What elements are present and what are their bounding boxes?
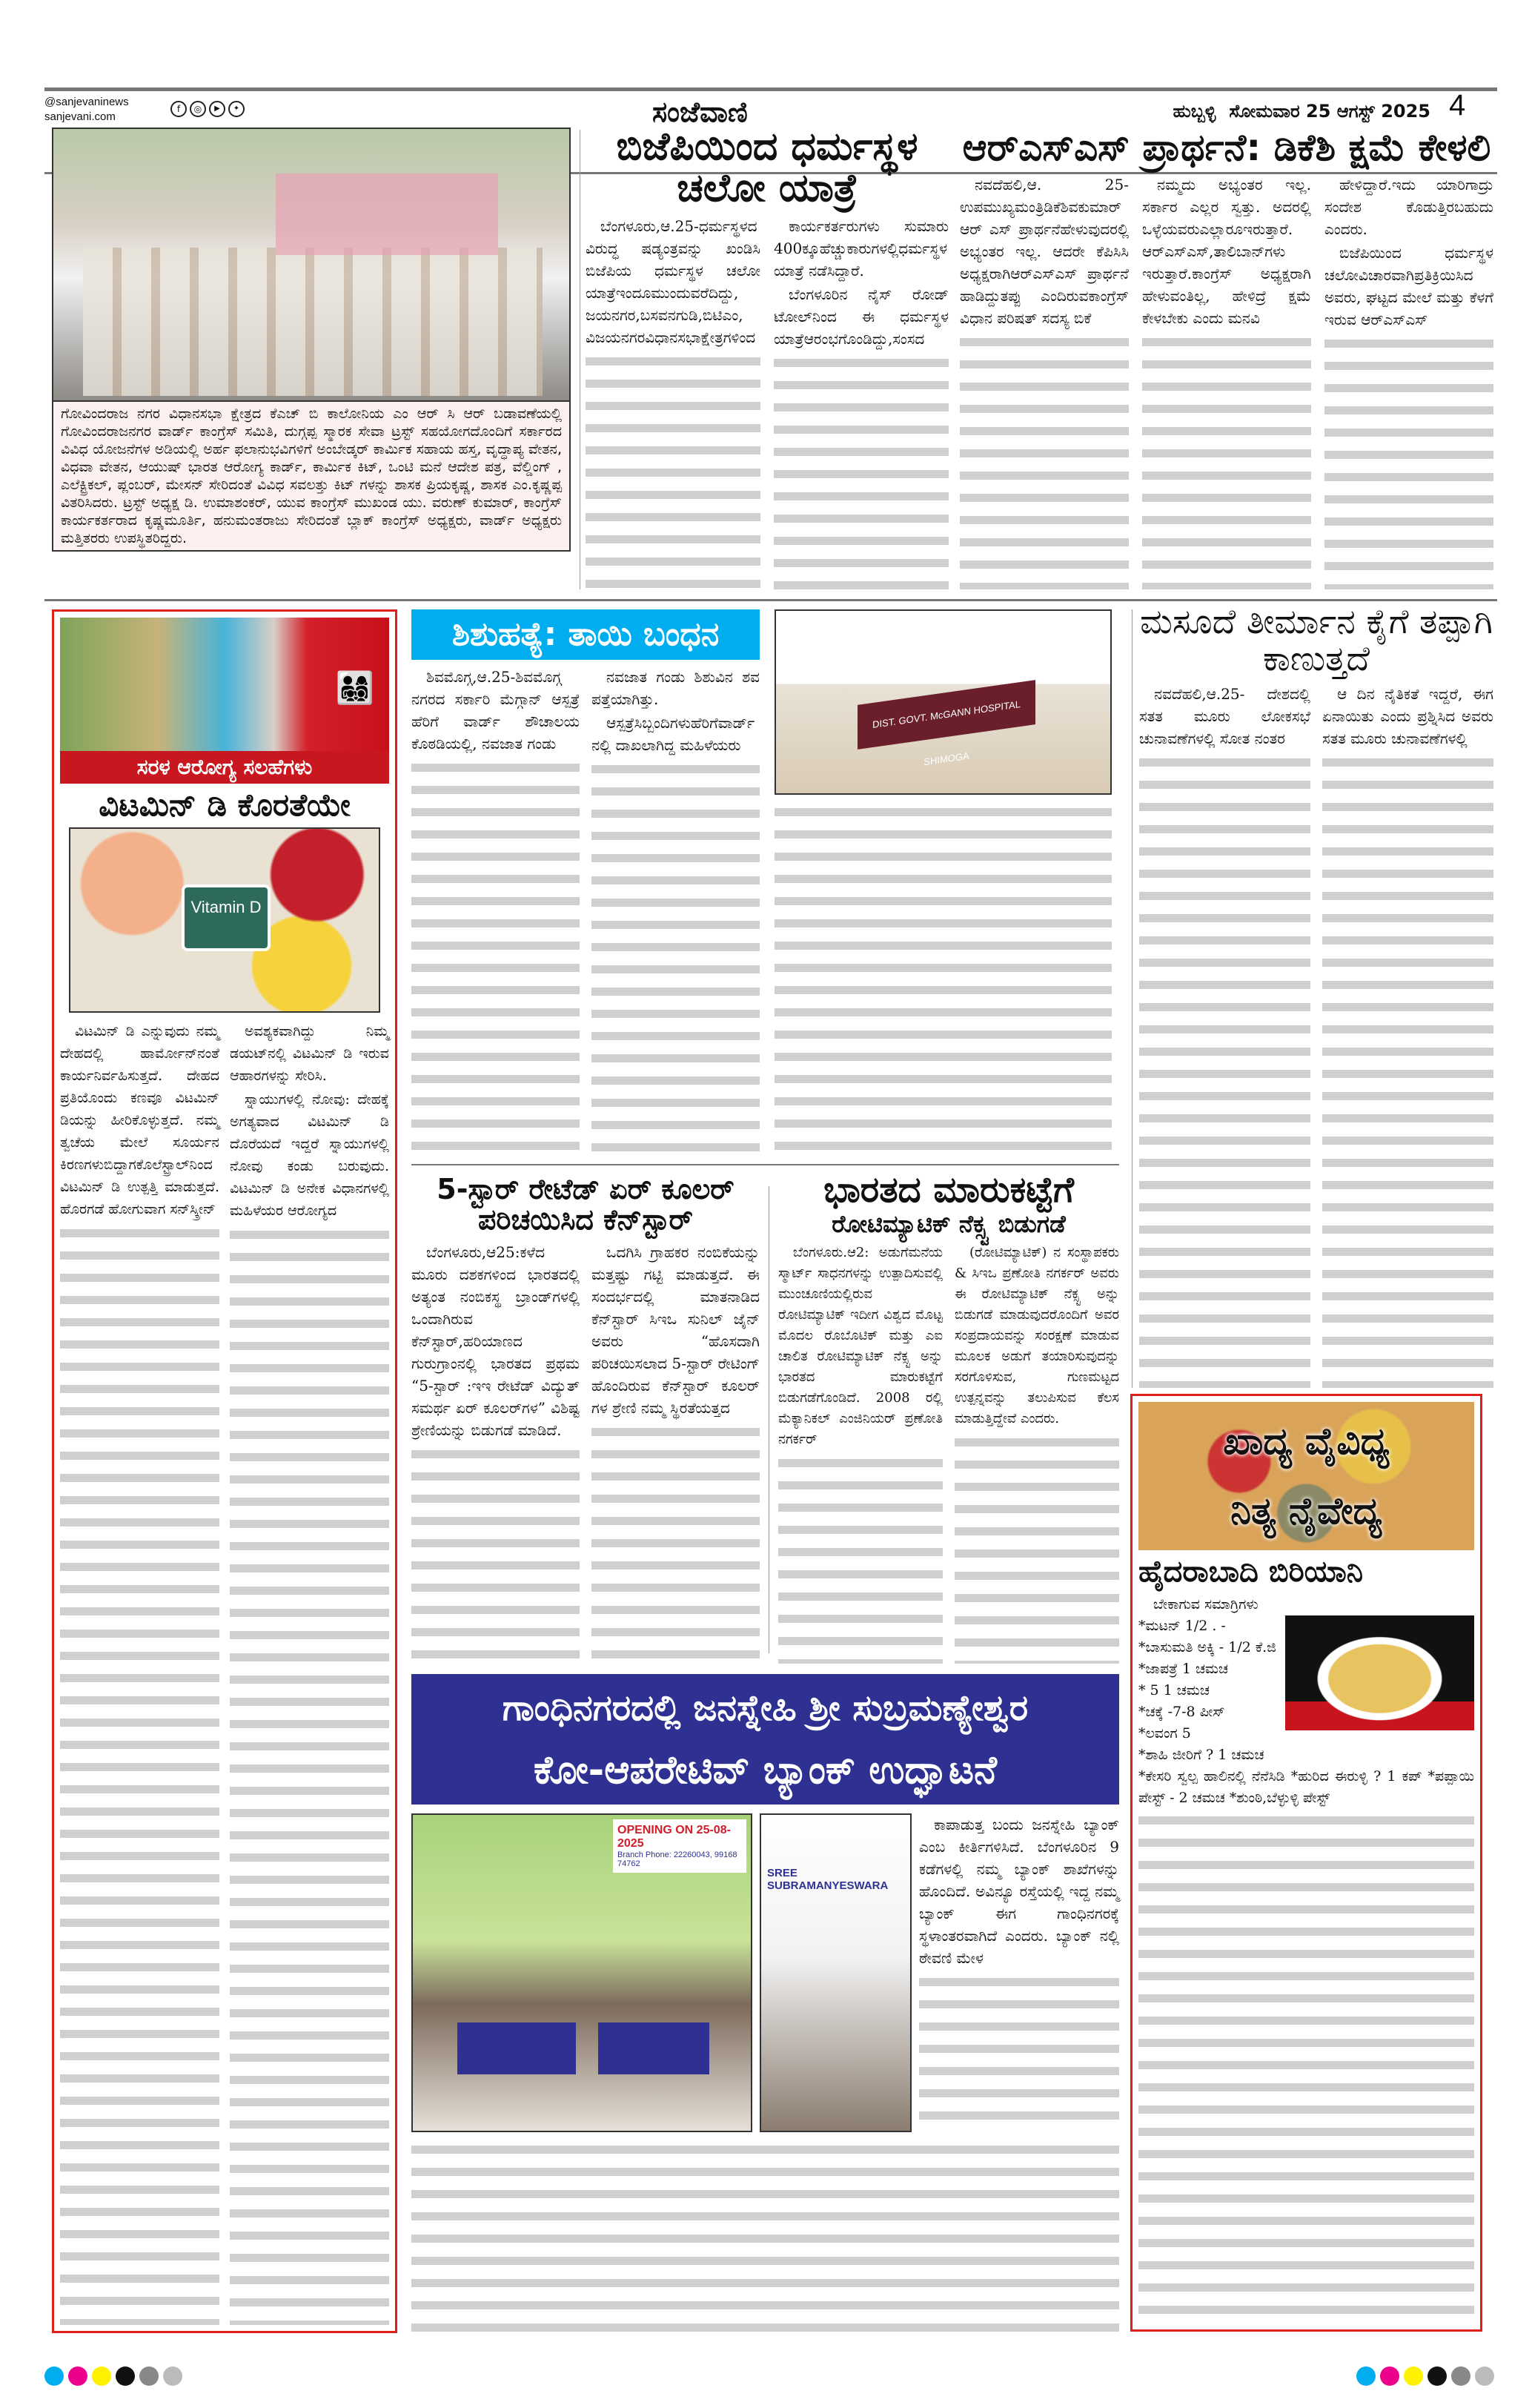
paragraph: ನವದೆಹಲಿ,ಆ. 25- ಉಪಮುಖ್ಯಮಂತ್ರಿಡಿಕೆಶಿವಕುಮಾರ್ ಆರ್ ಎಸ್ ಪ್ರಾರ್ಥನೆಹೇಳುವುದರಲ್ಲಿ ಅಭ್ಯಂತರ ಇಲ್ಲ. ಆದರೇ ಕೆಪಿಸಿಸಿ ಅಧ್ಯಕ್ಷರಾಗಿಆರ್‌ಎಸ್‌ಎಸ್ ಪ್ರಾರ್ಥನೆ ಹಾಡಿದ್ದುತಪ್ಪು ಎಂದಿರುವಕಾಂಗ್ರೆಸ್ ವಿಧಾನ ಪರಿಷತ್ ಸದಸ್ಯ ಬಿಕೆ [960, 176, 1129, 327]
light-gray-dot [163, 2366, 182, 2386]
paragraph: ವಿಟಮಿನ್ ಡಿ ಎನ್ನುವುದು ನಮ್ಮ ದೇಹದಲ್ಲಿ ಹಾರ್ಮೋನ್‌ನಂತೆ ಕಾರ್ಯನಿರ್ವಹಿಸುತ್ತದೆ. ದೇಹದ ಪ್ರತಿಯೊಂದು ಕಣವೂ ವಿಟಮಿನ್ ಡಿಯನ್ನು ಹೀರಿಕೊಳ್ಳುತ್ತದೆ. ನಮ್ಮ ತ್ವಚೆಯ ಮೇಲೆ ಸೂರ್ಯನ ಕಿರಣಗಳುಬಿದ್ದಾಗಕೊಲೆಸ್ಟ್ರಾಲ್‌ನಿಂದ ವಿಟಮಿನ್ ಡಿ ಉತ್ಪತ್ತಿ ಮಾಡುತ್ತದೆ. ಹೊರಗಡೆ ಹೋಗುವಾಗ ಸನ್‌ಸ್ಕ್ರೀನ್ [60, 1023, 219, 1218]
infanticide-right [775, 609, 1112, 1154]
top-photo-block [52, 128, 571, 552]
recipe-body [1138, 1594, 1474, 2323]
text-continuation [778, 1452, 943, 1664]
text-continuation [230, 1223, 389, 2325]
ingredient: *ಲವಂಗ 5 [1138, 1725, 1191, 1742]
text-continuation [960, 331, 1129, 589]
issue-date: ಸೋಮವಾರ 25 ಆಗಸ್ಟ್ 2025 [1229, 101, 1430, 122]
paragraph: ಬೆಂಗಳೂರಿನ ನೈಸ್ ರೋಡ್ ಟೋಲ್‌ನಿಂದ ಈ ಧರ್ಮಸ್ಥಳ ಯಾತ್ರೆಆರಂಭಗೊಂಡಿದ್ದು,ಸಂಸದ [774, 285, 949, 348]
text-continuation [919, 1971, 1119, 2132]
black-dot [116, 2366, 135, 2386]
bill-story-body [1139, 683, 1493, 1388]
rss-story-body [960, 173, 1493, 589]
cyan-dot [44, 2366, 64, 2386]
bank-side-text [919, 1813, 1119, 2132]
bank-inauguration-photo [411, 1813, 752, 2132]
rotimatic-headline-line1: ಭಾರತದ ಮಾರುಕಟ್ಟೆಗೆ [823, 1169, 1074, 1211]
infanticide-body-right [775, 801, 1112, 1154]
bank-sign: SREE SUBRAMANYESWARA [767, 1867, 889, 1892]
yellow-dot [92, 2366, 111, 2386]
text-continuation [774, 351, 949, 589]
cyan-dot [1356, 2366, 1376, 2386]
hospital-sign: DIST. GOVT. McGANN HOSPITAL SHIMOGA [858, 680, 1035, 750]
paragraph: ಒದಗಿಸಿ ಗ್ರಾಹಕರ ನಂಬಿಕೆಯನ್ನು ಮತ್ತಷ್ಟು ಗಟ್ಟಿ ಮಾಡುತ್ತದೆ. ಈ ಸಂದರ್ಭದಲ್ಲಿ ಮಾತನಾಡಿದ ಕೆನ್‌ಸ್ಟಾರ್ ಸಿಇಒ ಸುನಿಲ್ ಜೈನ್ ಅವರು “ಹೊಸದಾಗಿ ಪರಿಚಯಿಸಲಾದ 5-ಸ್ಟಾರ್ ರೇಟಿಂಗ್ ಹೊಂದಿರುವ ಕೆನ್‌ಸ್ಟಾರ್ ಕೂಲರ್ ಗಳ ಶ್ರೇಣಿ ನಮ್ಮ ಸ್ಥಿರತೆಯತ್ತದ [591, 1243, 760, 1418]
text-continuation [411, 1443, 580, 1664]
text-continuation [1139, 751, 1310, 1388]
ingredient: * 5 1 ಚಮಚ [1138, 1682, 1210, 1699]
black-dot [1427, 2366, 1447, 2386]
magenta-dot [1380, 2366, 1399, 2386]
bjp-story [586, 126, 949, 589]
health-section-title: ಸರಳ ಆರೋಗ್ಯ ಸಲಹೆಗಳು [60, 751, 389, 784]
twitter-icon[interactable]: ✦ [228, 101, 245, 117]
rotimatic-headline-line2: ರೋಟಿಮ್ಯಾಟಿಕ್ ನೆಕ್ಸ್ಟ ಬಿಡುಗಡೆ [832, 1209, 1066, 1238]
paragraph: ನವದೆಹಲಿ,ಆ.25- ದೇಶದಲ್ಲಿ ಸತತ ಮೂರು ಲೋಕಸಭೆ ಚುನಾವಣೆಗಳಲ್ಲಿ ಸೋತ ನಂತರ [1139, 685, 1310, 748]
registration-marks-right [1356, 2366, 1499, 2389]
paragraph: ಹೇಳಿದ್ದಾರೆ.ಇದು ಯಾರಿಗಾದ್ರು ಸಂದೇಶ ಕೊಡುತ್ತಿರಬಹುದು ಎಂದರು. [1324, 176, 1493, 238]
social-icons [170, 101, 245, 117]
kenstar-headline: 5-ಸ್ಟಾರ್ ರೇಟೆಡ್ ಏರ್ ಕೂಲರ್ ಪರಿಚಯಿಸಿದ ಕೆನ್‌ಸ್ಟಾರ್ [437, 1173, 735, 1237]
page-number: 4 [1449, 89, 1466, 122]
paragraph: ಬೆಂಗಳೂರು,ಆ25:ಕಳೆದ ಮೂರು ದಶಕಗಳಿಂದ ಭಾರತದಲ್ಲಿ ಅತ್ಯಂತ ನಂಬಿಕಸ್ಥ ಬ್ರಾಂಡ್‌ಗಳಲ್ಲಿ ಒಂದಾಗಿರುವ ಕೆನ್‌ಸ್ಟಾರ್,ಹರಿಯಾಣದ ಗುರುಗ್ರಾಂನಲ್ಲಿ ಭಾರತದ ಪ್ರಥಮ “5-ಸ್ಟಾರ್ :ಇಇ ರೇಟೆಡ್ ವಿದ್ಯುತ್ ಸಮರ್ಥ ಏರ್ ಕೂಲರ್‌ಗಳ” ವಿಶಿಷ್ಟ ಶ್ರೇಣಿಯನ್ನು ಬಿಡುಗಡೆ ಮಾಡಿದೆ. [411, 1243, 580, 1440]
opening-banner [613, 1819, 746, 1873]
biryani-photo [1285, 1615, 1474, 1730]
paragraph: ಬೆಂಗಳೂರು,ಆ.25-ಧರ್ಮಸ್ಥಳದ ವಿರುದ್ಧ ಷಡ್ಯಂತ್ರವನ್ನು ಖಂಡಿಸಿ ಬಿಜೆಪಿಯ ಧರ್ಮಸ್ಥಳ ಚಲೋ ಯಾತ್ರೆಇಂದೂಮುಂದುವರೆದಿದ್ದು, ಜಯನಗರ,ಬಸವನಗುಡಿ,ಬಿಟಿಎಂ, ವಿಜಯನಗರವಿಧಾನಸಭಾಕ್ಷೇತ್ರಗಳಿಂದ [586, 217, 760, 347]
facebook-icon[interactable]: f [170, 101, 187, 117]
kenstar-body [411, 1241, 760, 1664]
spices-banner [1138, 1402, 1474, 1550]
social-handle: @sanjevaninews [44, 96, 129, 108]
youtube-icon[interactable]: ▶ [209, 101, 225, 117]
city: ಹುಬ್ಬಳ್ಳಿ [1173, 101, 1216, 122]
bank-story [411, 1813, 1119, 2332]
logo-text: ಸಂಜೆವಾಣಿ [652, 96, 748, 128]
paragraph: ಆಸ್ಪತ್ರೆಸಿಬ್ಬಂದಿಗಳುಹೆರಿಗೆವಾರ್ಡ್ ನಲ್ಲಿ ದಾಖಲಾಗಿದ್ದ ಮಹಿಳೆಯರು [591, 714, 755, 754]
family-icon: 👨‍👩‍👧‍👦 [335, 669, 374, 706]
paragraph: ಶಿವಮೊಗ್ಗ,ಆ.25-ಶಿವಮೊಗ್ಗ ನಗರದ ಸರ್ಕಾರಿ ಮೆಗ್ಗಾನ್ ಆಸ್ಪತ್ರೆ ಹೆರಿಗೆ ವಾರ್ಡ್ ಶೌಚಾಲಯ ಕೊಠಡಿಯಲ್ಲಿ, ನವಜಾತ ಗಂಡು [411, 668, 580, 752]
website[interactable]: sanjevani.com [44, 110, 116, 123]
text-continuation [591, 1420, 760, 1664]
text-continuation [955, 1431, 1119, 1664]
congress-event-photo [52, 128, 571, 402]
vitamin-d-foods-image [69, 827, 380, 1013]
bank-headline [411, 1674, 1119, 1805]
paragraph: ಬಿಜೆಪಿಯಿಂದ ಧರ್ಮಸ್ಥಳ ಚಲೋವಿಚಾರವಾಗಿಪ್ರತಿಕ್ರಿಯಿಸಿದ ಅವರು, ಘಟ್ಟದ ಮೇಲೆ ಮತ್ತು ಕೆಳಗೆ ಇರುವ ಆರ್‌ಎಸ್‌ಎಸ್ [1324, 244, 1493, 328]
certificate-placard [457, 2022, 576, 2074]
top-rule [44, 87, 1497, 91]
registration-marks-left [44, 2366, 187, 2389]
paragraph: ನವಜಾತ ಗಂಡು ಶಿಶುವಿನ ಶವ ಪತ್ತೆಯಾಗಿತ್ತು. [591, 668, 760, 708]
rss-headline: ಆರ್‌ಎಸ್‌ಎಸ್ ಪ್ರಾರ್ಥನೆ: ಡಿಕೆಶಿ ಕ್ಷಮೆ ಕೇಳಲಿ [962, 126, 1491, 169]
photo-caption: ಗೋವಿಂದರಾಜ ನಗರ ವಿಧಾನಸಭಾ ಕ್ಷೇತ್ರದ ಕೆಎಚ್ ಬಿ ಕಾಲೋನಿಯ ಎಂ ಆರ್ ಸಿ ಆರ್ ಬಡಾವಣೆಯಲ್ಲಿ ಗೋವಿಂದರಾಜನಗರ ವಾರ್ಡ್ ಕಾಂಗ್ರೆಸ್ ಸಮಿತಿ, ದುಗ್ಗಪ್ಪ ಸ್ಮಾರಕ ಸೇವಾ ಟ್ರಸ್ಟ್ ಸಹಯೋಗದೊಂದಿಗೆ ಸರ್ಕಾರದ ವಿವಿಧ ಯೋಜನೆಗಳ ಅಡಿಯಲ್ಲಿ ಅರ್ಹ ಫಲಾನುಭವಿಗಳಿಗೆ ಅಂಬೇಡ್ಕರ್ ಕಾರ್ಮಿಕ ಸಹಾಯ ಹಸ್ತ, ವೃದ್ಧಾಪ್ಯ ವೇತನ, ವಿಧವಾ ವೇತನ, ಆಯುಷ್ ಭಾರತ ಆರೋಗ್ಯ ಕಾರ್ಡ್, ಕಾರ್ಮಿಕ ಕಿಟ್, ಒಂಟಿ ಮನೆ ಆದೇಶ ಪತ್ರ, ವೆಲ್ಡಿಂಗ್ , ಎಲೆಕ್ಟ್ರಿಕಲ್, ಪ್ಲಂಬರ್, ಮೇಸನ್ ಸೇರಿದಂತೆ ವಿವಿಧ ಸವಲತ್ತು ಕಿಟ್ ಗಳನ್ನು ಶಾಸಕ ಪ್ರಿಯಕೃಷ್ಣ, ಶಾಸಕ ಎಂ.ಕೃಷ್ಣಪ್ಪ ವಿತರಿಸಿದರು. ಟ್ರಸ್ಟ್ ಅಧ್ಯಕ್ಷ ಡಿ. ಉಮಾಶಂಕರ್, ಯುವ ಕಾಂಗ್ರೆಸ್ ಮುಖಂಡ ಯು. ವರುಣ್ ಕುಮಾರ್, ಕಾಂಗ್ರೆಸ್ ಕಾರ್ಯಕರ್ತರಾದ ಕೃಷ್ಣಮೂರ್ತಿ, ಹನುಮಂತರಾಜು ಸೇರಿದಂತೆ ಬ್ಲಾಕ್ ಕಾಂಗ್ರೆಸ್ ಅಧ್ಯಕ್ಷರು, ವಾರ್ಡ್ ಅಧ್ಯಕ್ಷರು ಮತ್ತಿತರರು ಉಪಸ್ಥಿತರಿದ್ದರು. [52, 402, 571, 552]
infanticide-body-left [411, 666, 760, 1154]
infanticide-headline: ಶಿಶುಹತ್ಯೆ: ತಾಯಿ ಬಂಧನ [411, 609, 760, 660]
certificate-placard [598, 2022, 709, 2074]
instagram-icon[interactable]: ◎ [190, 101, 206, 117]
paragraph: (ರೋಟಿಮ್ಯಾಟಿಕ್) ನ ಸಂಸ್ಥಾಪಕರು & ಸಿಇಒ ಪ್ರಣೋತಿ ನಗರ್ಕರ್ ಅವರು ಈ ರೋಟಿಮ್ಯಾಟಿಕ್ ನೆಕ್ಸ್ಟ ಅನ್ನು ಬಿಡುಗಡೆ ಮಾಡುವುದರೊಂದಿಗೆ ಅವರ ಸಂಪ್ರದಾಯವನ್ನು ಸಂರಕ್ಷಣೆ ಮಾಡುವ ಮೂಲಕ ಅಡುಗೆ ತಯಾರಿಸುವುದನ್ನು ಸರಗೊಳಿಸುವ, ಗುಣಮಟ್ಟದ ಉತ್ಪನ್ನವನ್ನು ತಲುಪಿಸುವ ಕೆಲಸ ಮಾಡುತ್ತಿದ್ದೇವೆ ಎಂದರು. [955, 1245, 1119, 1427]
yellow-dot [1404, 2366, 1423, 2386]
light-gray-dot [1475, 2366, 1494, 2386]
ingredient: *ಚಕ್ಕೆ -7-8 ಪೀಸ್ [1138, 1704, 1225, 1721]
magenta-dot [68, 2366, 87, 2386]
hospital-photo [775, 609, 1112, 795]
text-continuation [1324, 332, 1493, 589]
ingredient: *ಶಾಹಿ ಜೀರಿಗೆ ? 1 ಚಮಚ [1138, 1747, 1264, 1764]
text-continuation [586, 350, 760, 589]
text-continuation [411, 756, 580, 1154]
text-continuation [1138, 1809, 1474, 2323]
health-box [52, 609, 397, 2333]
food-box [1130, 1394, 1482, 2332]
rotimatic-body [778, 1243, 1119, 1664]
bjp-story-body [586, 215, 949, 589]
paragraph: ನಮ್ಮದು ಅಭ್ಯಂತರ ಇಲ್ಲ. ಸರ್ಕಾರ ಎಲ್ಲರ ಸ್ವತ್ತು. ಅದರಲ್ಲಿ ಒಳ್ಳೆಯವರುಎಲ್ಲಾರೂಇರುತ್ತಾರೆ. ಆರ್‌ಎಸ್‌ಎಸ್,ತಾಲಿಬಾನ್‌ಗಳು ಇರುತ್ತಾರೆ.ಕಾಂಗ್ರೆಸ್ ಅಧ್ಯಕ್ಷರಾಗಿ ಹೇಳುವಂತಿಲ್ಲ, ಹೇಳಿದ್ರೆ ಕ್ಷಮೆ ಕೇಳಬೇಕು ಎಂದು ಮನವಿ [1142, 176, 1311, 327]
bank-headline-line1: ಗಾಂಧಿನಗರದಲ್ಲಿ ಜನಸ್ನೇಹಿ ಶ್ರೀ ಸುಬ್ರಮಣ್ಯೇಶ್ವರ [502, 1687, 1029, 1729]
bank-story-body [411, 2138, 1119, 2332]
health-banner-image [60, 618, 389, 751]
bjp-headline: ಬಿಜೆಪಿಯಿಂದ ಧರ್ಮಸ್ಥಳ ಚಲೋ ಯಾತ್ರೆ [616, 125, 918, 211]
paragraph: ಬೆಂಗಳೂರು.ಆ2: ಅಡುಗೆಮನೆಯ ಸ್ಮಾರ್ಟ್ ಸಾಧನಗಳನ್ನು ಉತ್ಪಾದಿಸುವಲ್ಲಿ ಮುಂಚೂಣಿಯಲ್ಲಿರುವ ರೋಟಿಮ್ಯಾಟಿಕ್ ಇದೀಗ ವಿಶ್ವದ ಮೊಟ್ಟ ಮೊದಲ ರೊಬೊಟಿಕ್ ಮತ್ತು ಎಐ ಚಾಲಿತ ರೋಟಿಮ್ಯಾಟಿಕ್ ನೆಕ್ಸ್ಟ ಅನ್ನು ಭಾರತದ ಮಾರುಕಟ್ಟೆಗೆ ಬಿಡುಗಡೆಗೊಂಡಿದೆ. 2008 ರಲ್ಲಿ ಮೆಕ್ಯಾನಿಕಲ್ ಎಂಜಿನಿಯರ್ ಪ್ರಣೋತಿ ನಗರ್ಕರ್ [778, 1245, 943, 1448]
bank-signboard-photo [760, 1813, 912, 2132]
text-continuation [1142, 331, 1311, 589]
bill-story [1139, 603, 1493, 1388]
paragraph: ಕಾರ್ಯಕರ್ತರುಗಳು ಸುಮಾರು 400ಕ್ಕೂಹೆಚ್ಚುಕಾರುಗಳಲ್ಲಿಧರ್ಮಸ್ಥಳ ಯಾತ್ರೆ ನಡೆಸಿದ್ದಾರೆ. [774, 217, 949, 280]
infanticide-story [411, 609, 760, 1154]
ingredient: *ಬಾಸುಮತಿ ಅಕ್ಕಿ - 1/2 ಕೆ.ಜಿ [1138, 1639, 1276, 1656]
bill-headline: ಮಸೂದೆ ತೀರ್ಮಾನ ಕೈಗೆ ತಪ್ಪಾಗಿ ಕಾಣುತ್ತದೆ [1140, 601, 1493, 678]
branch-phone: Branch Phone: 22260043, 99168 74762 [617, 1850, 737, 1868]
ingredient: *ಜಾಪತ್ರೆ 1 ಚಮಚ [1138, 1661, 1228, 1678]
gray-dot [139, 2366, 159, 2386]
paragraph: ಆ ದಿನ ನೈತಿಕತೆ ಇದ್ದರೆ, ಈಗ ಏನಾಯಿತು ಎಂದು ಪ್ರಶ್ನಿಸಿದ ಅವರು ಸತತ ಮೂರು ಚುನಾವಣೆಗಳಲ್ಲಿ [1322, 685, 1493, 748]
ingredient: *ಕೇಸರಿ ಸ್ವಲ್ಪ ಹಾಲಿನಲ್ಲಿ ನೆನೆಸಿಡಿ *ಹುರಿದ ಈರುಳ್ಳಿ ? 1 ಕಪ್ *ಪಪ್ಪಾಯಿ ಪೇಸ್ಟ್ - 2 ಚಮಚ *ಶುಂಠಿ,ಬೆಳ್ಳುಳ್ಳಿ ಪೇಸ್ಟ್ [1138, 1768, 1474, 1807]
column-divider [1132, 609, 1133, 1388]
paragraph: ಸ್ನಾಯುಗಳಲ್ಲಿ ನೋವು: ದೇಹಕ್ಕೆ ಅಗತ್ಯವಾದ ವಿಟಮಿನ್ ಡಿ ದೊರೆಯದೆ ಇದ್ದರೆ ಸ್ನಾಯುಗಳಲ್ಲಿ ನೋವು ಕಂಡು ಬರುವುದು. ವಿಟಮಿನ್ ಡಿ ಅನೇಕ ವಿಧಾನಗಳಲ್ಲಿ ಮಹಿಳೆಯರ ಆರೋಗ್ಯದ [230, 1091, 389, 1220]
vitamin-d-body [60, 1020, 389, 2325]
ingredients-title: ಬೇಕಾಗುವ ಸಮಾಗ್ರಿಗಳು [1153, 1596, 1259, 1613]
recipe-title: ಹೈದರಾಬಾದಿ ಬಿರಿಯಾನಿ [1138, 1555, 1364, 1589]
food-banner-line2: ನಿತ್ಯ ನೈವೇದ್ಯ [1230, 1489, 1382, 1532]
gray-dot [1451, 2366, 1470, 2386]
paragraph: ಅವಶ್ಯಕವಾಗಿದ್ದು ನಿಮ್ಮ ಡಯಟ್‌ನಲ್ಲಿ ವಿಟಮಿನ್ ಡಿ ಇರುವ ಆಹಾರಗಳನ್ನು ಸೇರಿಸಿ. [230, 1023, 389, 1085]
food-banner-line1: ಖಾದ್ಯ ವೈವಿಧ್ಯ [1223, 1420, 1390, 1463]
vitamin-d-label: Vitamin D [182, 884, 271, 951]
rss-story [960, 128, 1493, 589]
section-rule [411, 1164, 1119, 1165]
ingredient: *ಮಟನ್ 1/2 . - [1138, 1618, 1226, 1635]
bank-headline-line2: ಕೋ-ಆಪರೇಟಿವ್ ಬ್ಯಾಂಕ್ ಉದ್ಘಾಟನೆ [534, 1748, 997, 1793]
rotimatic-story [778, 1171, 1119, 1664]
kenstar-story [411, 1174, 760, 1664]
paragraph: ಕಾಪಾಡುತ್ತ ಬಂದು ಜನಸ್ನೇಹಿ ಬ್ಯಾಂಕ್ ಎಂಬ ಕೀರ್ತಿಗಳಿಸಿದೆ. ಬೆಂಗಳೂರಿನ 9 ಕಡೆಗಳಲ್ಲಿ ನಮ್ಮ ಬ್ಯಾಂಕ್ ಶಾಖೆಗಳನ್ನು ಹೊಂದಿದೆ. ಅವಿನ್ಯೂ ರಸ್ತೆಯಲ್ಲಿ ಇದ್ದ ನಮ್ಮ ಬ್ಯಾಂಕ್ ಈಗ ಗಾಂಧಿನಗರಕ್ಕೆ ಸ್ಥಳಾಂತರವಾಗಿದೆ ಎಂದರು. ಬ್ಯಾಂಕ್ ನಲ್ಲಿ ಠೇವಣಿ ಮೇಳ [919, 1816, 1119, 1967]
text-continuation [60, 1222, 219, 2325]
social-block [44, 95, 129, 125]
vitamin-d-headline: ವಿಟಮಿನ್ ಡಿ ಕೊರತೆಯೇ [99, 787, 351, 823]
dateline [1052, 101, 1430, 122]
opening-date-text: OPENING ON 25-08-2025 [617, 1824, 731, 1850]
text-continuation [591, 758, 760, 1154]
text-continuation [1322, 751, 1493, 1388]
